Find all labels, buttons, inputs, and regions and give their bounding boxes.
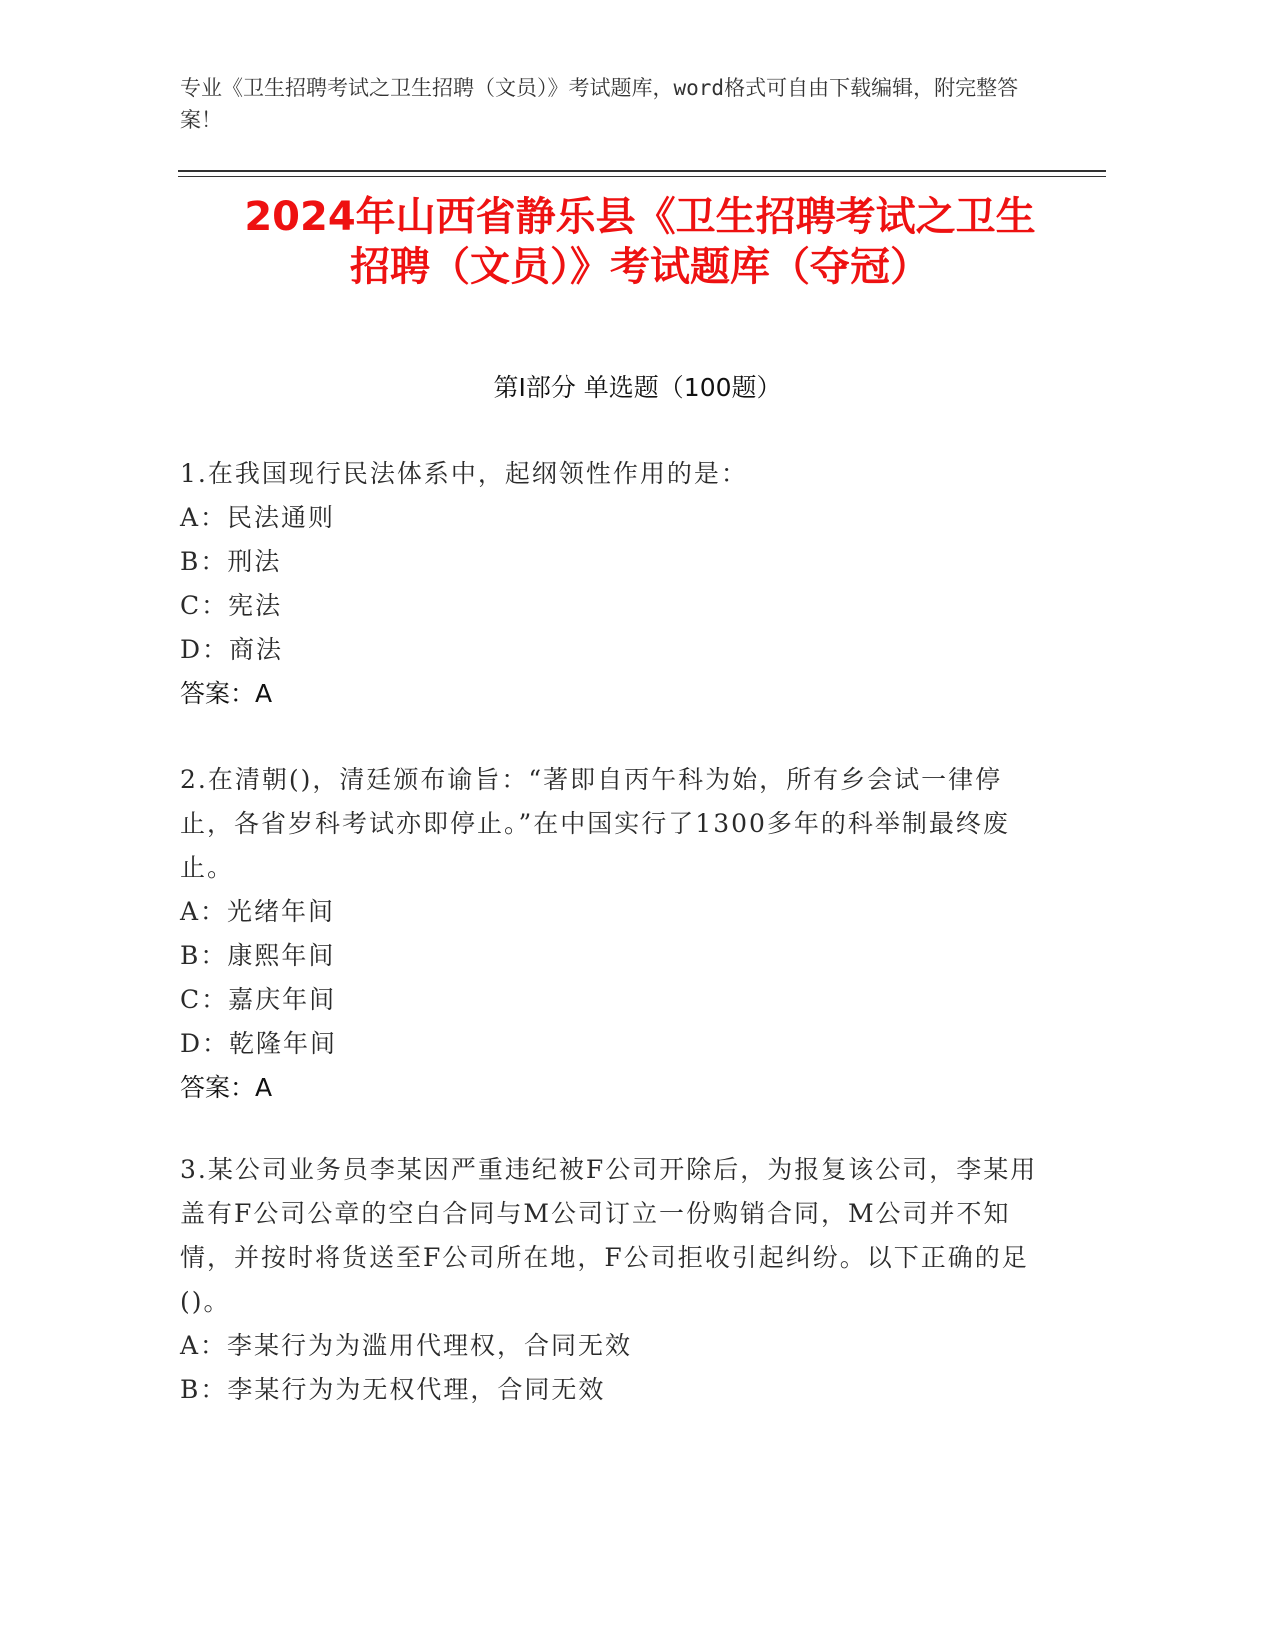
document-title-line-1: 2024年山西省静乐县《卫生招聘考试之卫生 <box>244 194 1036 240</box>
option-c: C：嘉庆年间 <box>180 985 337 1014</box>
question-1 <box>180 452 1040 716</box>
option-b: B：刑法 <box>180 547 282 576</box>
option-a: A：光绪年间 <box>180 897 336 926</box>
section-title: 第Ⅰ部分 单选题（100题） <box>493 373 782 402</box>
question-stem: 2.在清朝()，清廷颁布谕旨：“著即自丙午科为始，所有乡会试一律停止，各省岁科考试亦即停止。”在中国实行了1300多年的科举制最终废止。 <box>180 765 1010 882</box>
option-d: D：商法 <box>180 635 284 664</box>
answer-line: 答案：A <box>180 679 273 708</box>
question-2 <box>180 758 1040 1110</box>
option-c: C：宪法 <box>180 591 283 620</box>
option-b: B：李某行为为无权代理，合同无效 <box>180 1375 606 1404</box>
option-b: B：康熙年间 <box>180 941 336 970</box>
question-3 <box>180 1148 1040 1412</box>
question-stem: 3.某公司业务员李某因严重违纪被F公司开除后，为报复该公司，李某用盖有F公司公章的空白合同与M公司订立一份购销合同，M公司并不知情，并按时将货送至F公司所在地，F公司拒收引起纠纷。以下正确的足()。 <box>180 1155 1038 1316</box>
document-title-line-2: 招聘（文员）》考试题库（夺冠） <box>350 244 930 290</box>
option-a: A：李某行为为滥用代理权，合同无效 <box>180 1331 633 1360</box>
document-title <box>160 192 1120 292</box>
header-note: 专业《卫生招聘考试之卫生招聘（文员）》考试题库，word格式可自由下载编辑，附完整答案！ <box>180 76 1019 132</box>
option-a: A：民法通则 <box>180 503 336 532</box>
question-stem: 1.在我国现行民法体系中，起纲领性作用的是： <box>180 459 748 488</box>
header-divider-thin <box>178 176 1106 177</box>
answer-line: 答案：A <box>180 1073 273 1102</box>
header-divider-thick <box>178 170 1106 172</box>
option-d: D：乾隆年间 <box>180 1029 338 1058</box>
